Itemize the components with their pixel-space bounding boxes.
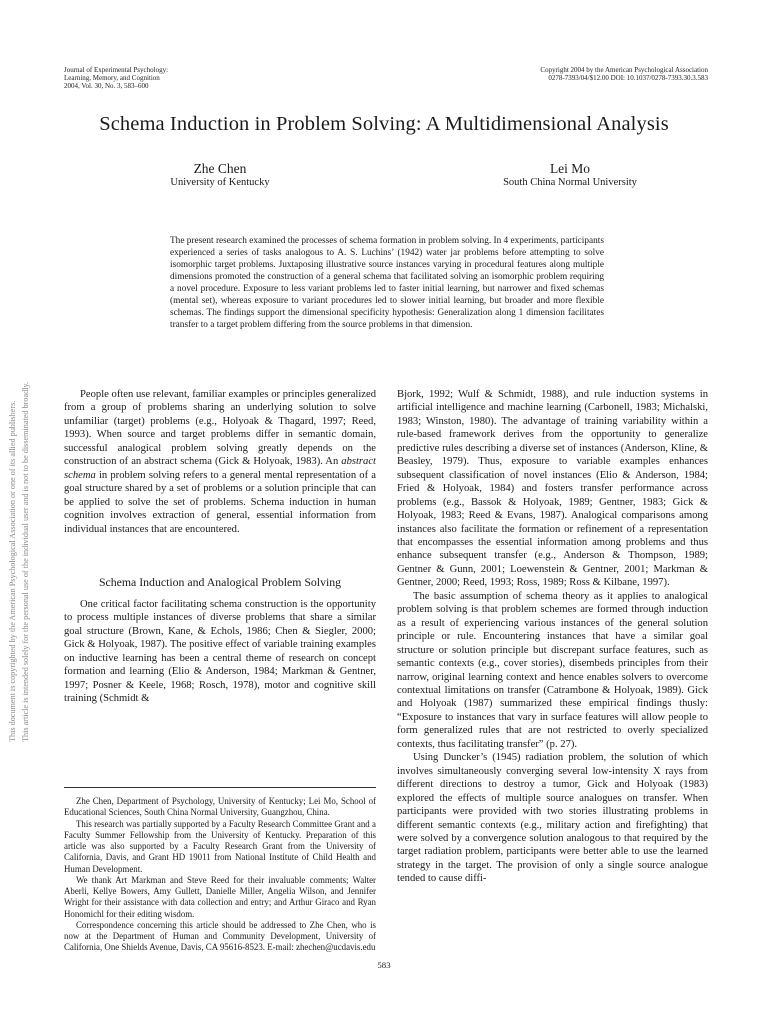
- right-column: [397, 388, 708, 886]
- footnote-acknowledgments: We thank Art Markman and Steve Reed for their invaluable comments; Walter Aberli, Kellye Bowers, Amy Gullett, Danielle Miller, Angelia Wilson, and Jennifer Wright for their assistance with data collection and entry; and Arthur Giraco and Ryan Honomichl for their editing wisdom.: [64, 874, 376, 919]
- copyright-notice-vertical: [8, 382, 30, 742]
- copyright-line: Copyright 2004 by the American Psychological Association: [540, 66, 708, 74]
- footnote-funding: This research was partially supported by a Faculty Research Committee Grant and a Faculty Summer Fellowship from the University of Kentucky. Preparation of this article was also supported by a Faculty Research Grant from the University of California, Davis, and Grant HD 19011 from National Institute of Child Health and Human Development.: [64, 818, 376, 874]
- doi-line: 0278-7393/04/$12.00 DOI: 10.1037/0278-7393.30.3.583: [548, 74, 708, 83]
- footnotes: [64, 796, 376, 954]
- abstract-schema-term: abstract schema: [64, 456, 376, 481]
- intro-paragraph: People often use relevant, familiar examples or principles generalized from a group of problems sharing an underlying solution to solve unfamiliar (target) problems (e.g., Holyoak & Thagard, 1997; Reed, 1993). When source and target problems differ in semantic domain, successful analogical problem solving greatly depends on the construction of an abstract schema (Gick & Holyoak, 1983). An abstract schema in problem solving refers to a general mental representation of a goal structure shared by a set of problems or a solution principle that can be applied to solve the set of problems. Schema induction in human cognition involves extraction of general, essential information from individual instances that are encountered.: [64, 389, 376, 535]
- author-affiliation: South China Normal University: [503, 177, 637, 188]
- journal-header-right: [540, 66, 708, 82]
- body-paragraph: The basic assumption of schema theory as it applies to analogical problem solving is that problem schemes are formed through induction as a result of experiencing various instances of the general solution principle or rule. Encountering instances that have a similar goal structure or solution principle but discrepant surface features, such as semantic contexts (e.g., cover stories), disembeds principles from their narrow, original learning context and hence enables solvers to overcome contextual limitations on transfer (Catrambone & Holyoak, 1989). Gick and Holyoak (1987) summarized these empirical findings thusly: “Exposure to instances that vary in surface features will allow people to form generalized rules that are not restricted to overly specialized contexts, thus facilitating transfer” (p. 27).: [397, 590, 708, 750]
- left-column: [64, 388, 376, 536]
- body-paragraph: Using Duncker’s (1945) radiation problem, the solution of which involves simultaneously converging several low-intensity X rays from different directions to destroy a tumor, Gick and Holyoak (1983) explored the effects of multiple source analogues on transfer. When participants were provided with two stories illustrating problems in different semantic contexts (e.g., military action and firefighting) that were solved by a convergence solution analogous to that required by the target radiation problem, participants were better able to use the learned strategy in the target. The provision of only a single source analogue tended to cause diffi-: [397, 752, 708, 885]
- journal-name: Journal of Experimental Psychology:: [64, 66, 169, 74]
- abstract: The present research examined the processes of schema formation in problem solving. In 4 experiments, participants experienced a series of tasks analogous to A. S. Luchins’ (1942) water jar problems before attempting to solve isomorphic target problems. Juxtaposing illustrative source instances varying in procedural features along multiple dimensions promoted the construction of a general schema that facilitated solving an isomorphic problem requiring a novel procedure. Exposure to less variant problems led to faster initial learning, but narrower and fixed schemas (mental set), whereas exposure to variant procedures led to slower initial learning, but broader and more flexible schemas. The findings support the dimensional specificity hypothesis: Generalization along 1 dimension facilitates transfer to a target problem differing from the source problems in that dimension.: [170, 236, 604, 331]
- copyright-line-2: This article is intended solely for the personal use of the individual user and is not to be disseminated broadly.: [21, 381, 30, 742]
- author-block-2: [460, 161, 680, 188]
- copyright-line-1: This document is copyrighted by the American Psychological Association or one of its allied publishers.: [8, 400, 17, 742]
- journal-volume: 2004, Vol. 30, No. 3, 583–600: [64, 82, 149, 91]
- left-column-continued: [64, 598, 376, 706]
- section-heading: Schema Induction and Analogical Problem Solving: [98, 575, 342, 589]
- footnote-affiliation: Zhe Chen, Department of Psychology, University of Kentucky; Lei Mo, School of Educational Sciences, South China Normal University, Guangzhou, China.: [64, 796, 376, 818]
- article-title: Schema Induction in Problem Solving: A Multidimensional Analysis: [99, 113, 669, 135]
- journal-subtitle: Learning, Memory, and Cognition: [64, 74, 160, 83]
- footnote-correspondence: Correspondence concerning this article should be addressed to Zhe Chen, who is now at the Department of Human and Community Development, University of California, One Shields Avenue, Davis, CA 95616-8523. E-mail: zhechen@ucdavis.edu: [64, 919, 376, 953]
- author-affiliation: University of Kentucky: [170, 177, 270, 188]
- footnote-divider: [64, 787, 376, 788]
- body-paragraph: Bjork, 1992; Wulf & Schmidt, 1988), and rule induction systems in artificial intelligence and machine learning (Carbonell, 1983; Michalski, 1983; Winston, 1980). The advantage of training variability within a rule-based framework derives from the opportunity to generalize predictive rules describing a diverse set of instances (Anderson, Kline, & Beasley, 1979). Thus, exposure to variable examples enhances subsequent classification of novel instances (Elio & Anderson, 1984; Fried & Holyoak, 1984) and fosters transfer performance across problems (e.g., Bassok & Holyoak, 1989; Gentner, 1983; Gick & Holyoak, 1983; Reed & Evans, 1987). Analogical comparisons among instances also facilitate the formation or refinement of a representation that encompasses the essential information among problems and thus enhance subsequent transfer (e.g., Anderson & Thompson, 1989; Gentner & Gunn, 2001; Loewenstein & Gentner, 2001; Markman & Gentner, 2000; Reed, 1993; Ross, 1989; Ross & Kilbane, 1997).: [397, 389, 708, 589]
- body-paragraph: One critical factor facilitating schema construction is the opportunity to process multiple instances of diverse problems that share a similar goal structure (Brown, Kane, & Echols, 1986; Chen & Siegler, 2000; Gick & Holyoak, 1987). The positive effect of variable training examples on inductive learning has been a central theme of research on concept formation and learning (Elio & Anderson, 1984; Markman & Gentner, 1997; Posner & Keele, 1968; Rosch, 1978), motor and cognitive skill training (Schmidt &: [64, 599, 376, 705]
- author-name: Zhe Chen: [193, 161, 247, 176]
- author-block-1: [130, 161, 310, 188]
- author-name: Lei Mo: [549, 161, 591, 176]
- page-number: 583: [377, 960, 391, 970]
- journal-header-left: [64, 66, 168, 91]
